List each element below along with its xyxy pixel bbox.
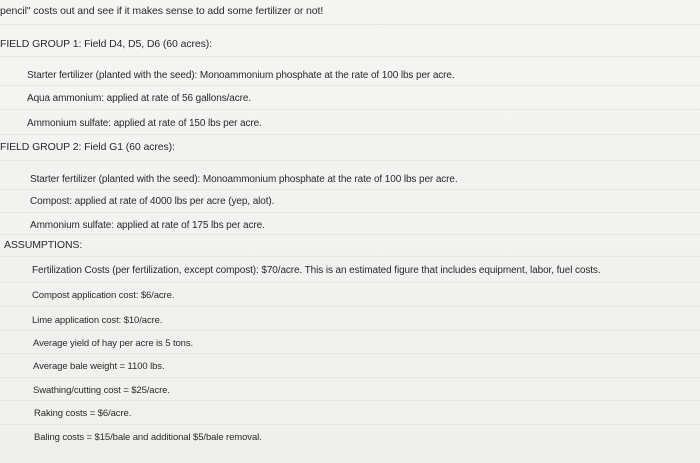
assumption-item: Average yield of hay per acre is 5 tons.	[33, 338, 194, 349]
divider	[0, 234, 700, 235]
divider	[0, 400, 700, 401]
divider	[0, 330, 700, 331]
assumption-item: Fertilization Costs (per fertilization, except compost): $70/acre. This is an estimated figure that includes equipment, labor, fuel costs.	[32, 265, 601, 276]
divider	[0, 424, 700, 425]
divider	[0, 85, 700, 86]
field-group-1-item: Ammonium sulfate: applied at rate of 150 lbs per acre.	[27, 118, 262, 129]
divider	[0, 306, 700, 307]
assumption-item: Compost application cost: $6/acre.	[32, 290, 175, 301]
field-group-2-item: Compost: applied at rate of 4000 lbs per acre (yep, alot).	[30, 196, 275, 207]
divider	[0, 24, 700, 25]
assumption-item: Raking costs = $6/acre.	[34, 408, 132, 419]
divider	[0, 353, 700, 354]
assumptions-heading: ASSUMPTIONS:	[4, 239, 83, 251]
divider	[0, 282, 700, 283]
divider	[0, 212, 700, 213]
divider	[0, 56, 700, 57]
field-group-1-item: Starter fertilizer (planted with the seed): Monoammonium phosphate at the rate of 100 lbs per acre.	[27, 70, 455, 81]
field-group-1-item: Aqua ammonium: applied at rate of 56 gallons/acre.	[27, 93, 252, 104]
field-group-2-item: Starter fertilizer (planted with the seed): Monoammonium phosphate at the rate of 100 lbs per acre.	[30, 174, 458, 185]
assumption-item: Swathing/cutting cost = $25/acre.	[33, 385, 170, 396]
assumption-item: Baling costs = $15/bale and additional $5/bale removal.	[34, 432, 262, 443]
divider	[0, 109, 700, 110]
intro-text: pencil" costs out and see if it makes sense to add some fertilizer or not!	[0, 5, 324, 17]
assumption-item: Average bale weight = 1100 lbs.	[33, 361, 165, 372]
divider	[0, 256, 700, 257]
assumption-item: Lime application cost: $10/acre.	[32, 315, 163, 326]
field-group-2-heading: FIELD GROUP 2: Field G1 (60 acres):	[0, 141, 175, 153]
divider	[0, 189, 700, 190]
divider	[0, 160, 700, 161]
divider	[0, 134, 700, 135]
field-group-2-item: Ammonium sulfate: applied at rate of 175 lbs per acre.	[30, 220, 265, 231]
field-group-1-heading: FIELD GROUP 1: Field D4, D5, D6 (60 acres):	[0, 38, 212, 50]
divider	[0, 377, 700, 378]
